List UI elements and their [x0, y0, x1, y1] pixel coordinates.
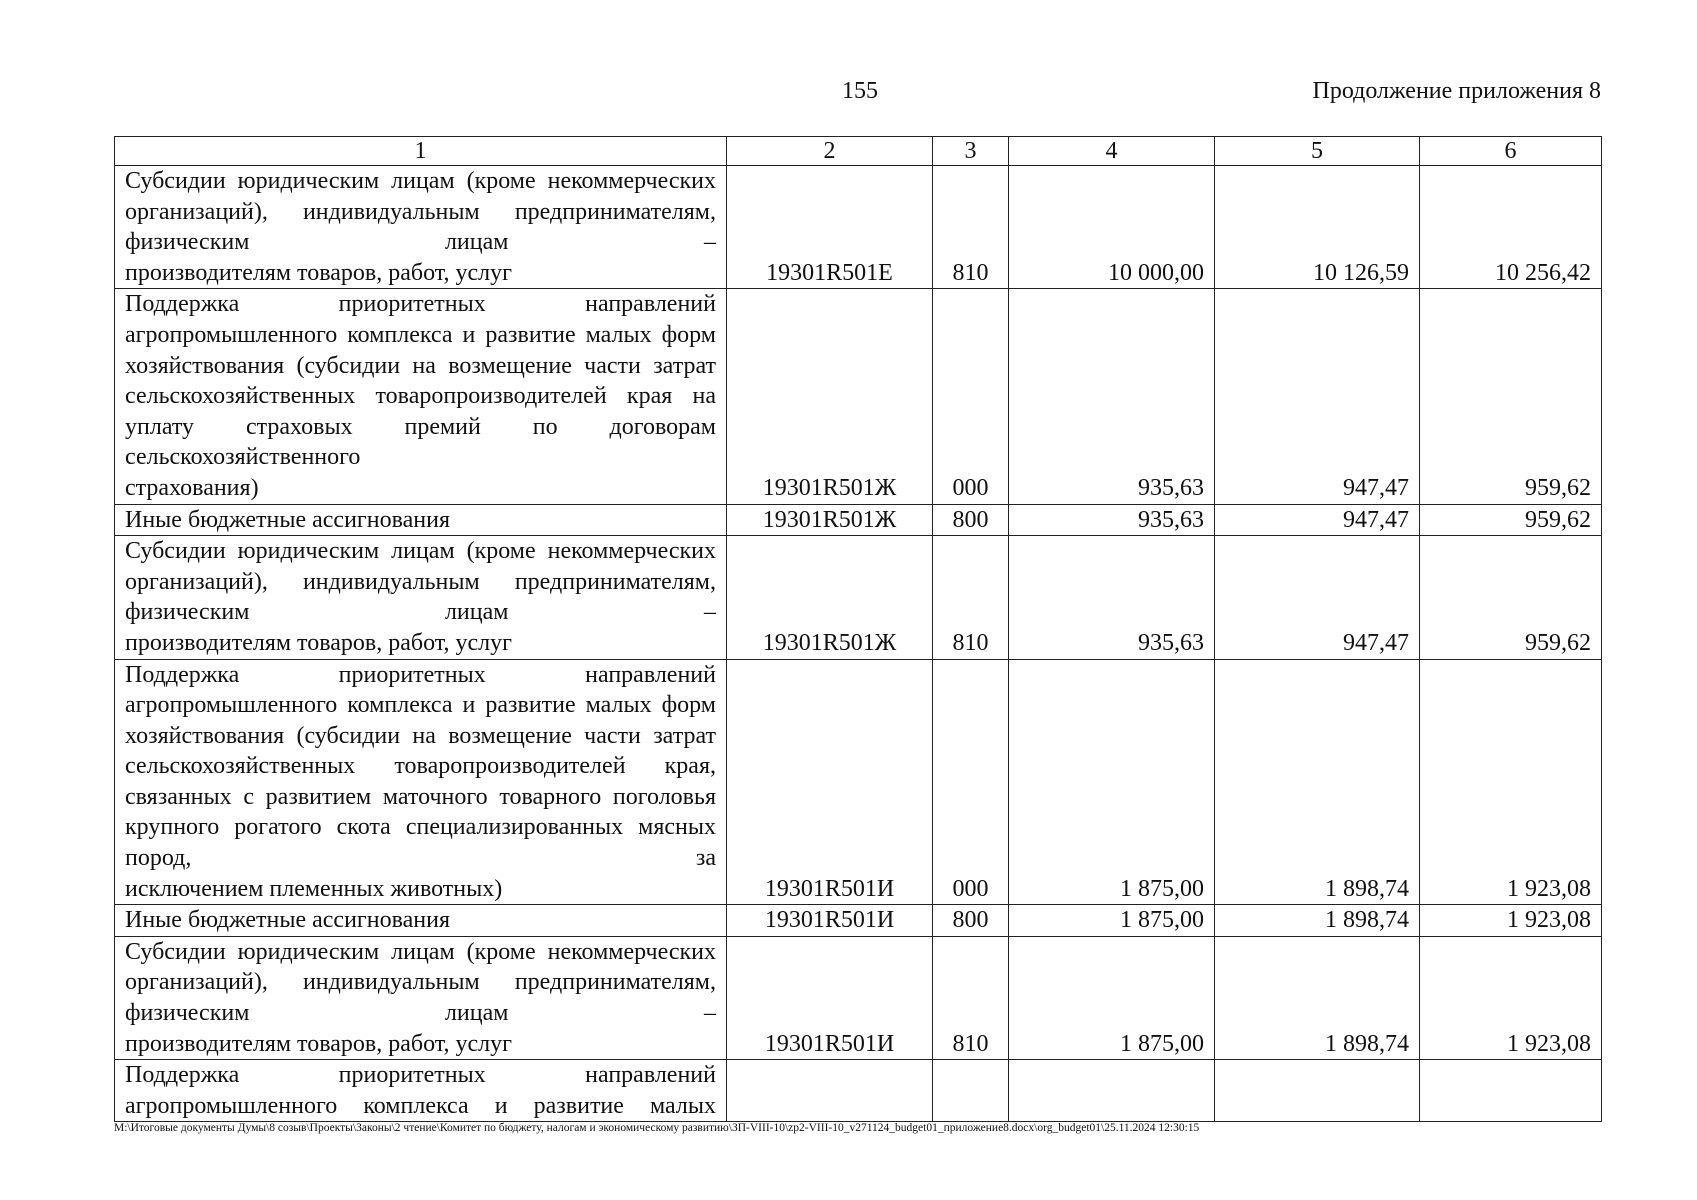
column-header: 4: [1009, 137, 1215, 166]
table-row: [115, 936, 1602, 1059]
amount-col-4: 1 875,00: [1009, 936, 1215, 1059]
description-text: Поддержка приоритетных направлений агропромышленного комплекса и развитие малых форм хозяйствования (субсидии на возмещение части затрат сельскохозяйственных товаропроизводителей края, связанных с развитием маточного товарного поголовья крупного рогатого скота специализированных мясных пород, за: [125, 661, 716, 872]
footer-file-path: M:\Итоговые документы Думы\8 созыв\Проекты\Законы\2 чтение\Комитет по бюджету, налогам и экономическому развитию\ЗП-VIII-10\zp2-VIII-10_v271124_budget01_приложение8.docx\org_budget01\25.11.2024 12:30:15: [114, 1122, 1200, 1134]
amount-col-5: 947,47: [1215, 504, 1420, 536]
amount-col-4: 935,63: [1009, 504, 1215, 536]
target-code: [727, 1060, 933, 1122]
table-header-row: [115, 137, 1602, 166]
description-text: Субсидии юридическим лицам (кроме некоммерческих организаций), индивидуальным предпринимателям, физическим лицам –: [125, 168, 716, 256]
column-header: 2: [727, 137, 933, 166]
column-header: 6: [1420, 137, 1602, 166]
description-last-line: страхования): [125, 474, 259, 501]
continuation-title: Продолжение приложения 8: [1312, 78, 1601, 104]
table-row: [115, 536, 1602, 659]
amount-col-4: 1 875,00: [1009, 905, 1215, 937]
page-number: 155: [842, 78, 878, 104]
amount-col-5: 947,47: [1215, 536, 1420, 659]
row-description: [115, 166, 727, 289]
amount-col-5: 1 898,74: [1215, 936, 1420, 1059]
amount-col-5: [1215, 1060, 1420, 1122]
table-row: [115, 905, 1602, 937]
expense-type: 800: [933, 504, 1009, 536]
expense-type: 810: [933, 166, 1009, 289]
row-description: [115, 1060, 727, 1122]
amount-col-6: 959,62: [1420, 536, 1602, 659]
table-row: [115, 1060, 1602, 1122]
target-code: 19301R501Ж: [727, 289, 933, 504]
table-row: [115, 289, 1602, 504]
description-text: Поддержка приоритетных направлений агропромышленного комплекса и развитие малых: [125, 1062, 716, 1119]
amount-col-6: 10 256,42: [1420, 166, 1602, 289]
target-code: 19301R501Е: [727, 166, 933, 289]
row-description: [115, 536, 727, 659]
description-text: Субсидии юридическим лицам (кроме некоммерческих организаций), индивидуальным предпринимателям, физическим лицам –: [125, 538, 716, 626]
column-header: 1: [115, 137, 727, 166]
amount-col-4: [1009, 1060, 1215, 1122]
description-text: Поддержка приоритетных направлений агропромышленного комплекса и развитие малых форм хозяйствования (субсидии на возмещение части затрат сельскохозяйственных товаропроизводителей края на уплату страховых премий по договорам сельскохозяйственного: [125, 291, 716, 471]
budget-table: [114, 136, 1602, 1122]
amount-col-4: 935,63: [1009, 289, 1215, 504]
row-description: [115, 936, 727, 1059]
target-code: 19301R501И: [727, 936, 933, 1059]
target-code: 19301R501Ж: [727, 536, 933, 659]
target-code: 19301R501И: [727, 659, 933, 905]
amount-col-4: 10 000,00: [1009, 166, 1215, 289]
amount-col-6: 1 923,08: [1420, 905, 1602, 937]
table-row: [115, 504, 1602, 536]
amount-col-5: 947,47: [1215, 289, 1420, 504]
row-description: Иные бюджетные ассигнования: [115, 504, 727, 536]
amount-col-6: [1420, 1060, 1602, 1122]
amount-col-5: 10 126,59: [1215, 166, 1420, 289]
column-header: 5: [1215, 137, 1420, 166]
expense-type: [933, 1060, 1009, 1122]
target-code: 19301R501И: [727, 905, 933, 937]
amount-col-6: 1 923,08: [1420, 659, 1602, 905]
expense-type: 000: [933, 659, 1009, 905]
description-last-line: производителям товаров, работ, услуг: [125, 259, 512, 286]
amount-col-6: 959,62: [1420, 504, 1602, 536]
column-header: 3: [933, 137, 1009, 166]
target-code: 19301R501Ж: [727, 504, 933, 536]
amount-col-4: 935,63: [1009, 536, 1215, 659]
row-description: [115, 289, 727, 504]
amount-col-5: 1 898,74: [1215, 659, 1420, 905]
amount-col-5: 1 898,74: [1215, 905, 1420, 937]
amount-col-6: 959,62: [1420, 289, 1602, 504]
expense-type: 800: [933, 905, 1009, 937]
expense-type: 810: [933, 936, 1009, 1059]
expense-type: 000: [933, 289, 1009, 504]
description-text: Субсидии юридическим лицам (кроме некоммерческих организаций), индивидуальным предпринимателям, физическим лицам –: [125, 938, 716, 1027]
row-description: Иные бюджетные ассигнования: [115, 905, 727, 937]
row-description: [115, 659, 727, 905]
table-row: [115, 166, 1602, 289]
amount-col-6: 1 923,08: [1420, 936, 1602, 1059]
table-row: [115, 659, 1602, 905]
description-last-line: производителям товаров, работ, услуг: [125, 1030, 512, 1057]
expense-type: 810: [933, 536, 1009, 659]
amount-col-4: 1 875,00: [1009, 659, 1215, 905]
description-last-line: исключением племенных животных): [125, 875, 503, 902]
description-last-line: производителям товаров, работ, услуг: [125, 629, 512, 656]
